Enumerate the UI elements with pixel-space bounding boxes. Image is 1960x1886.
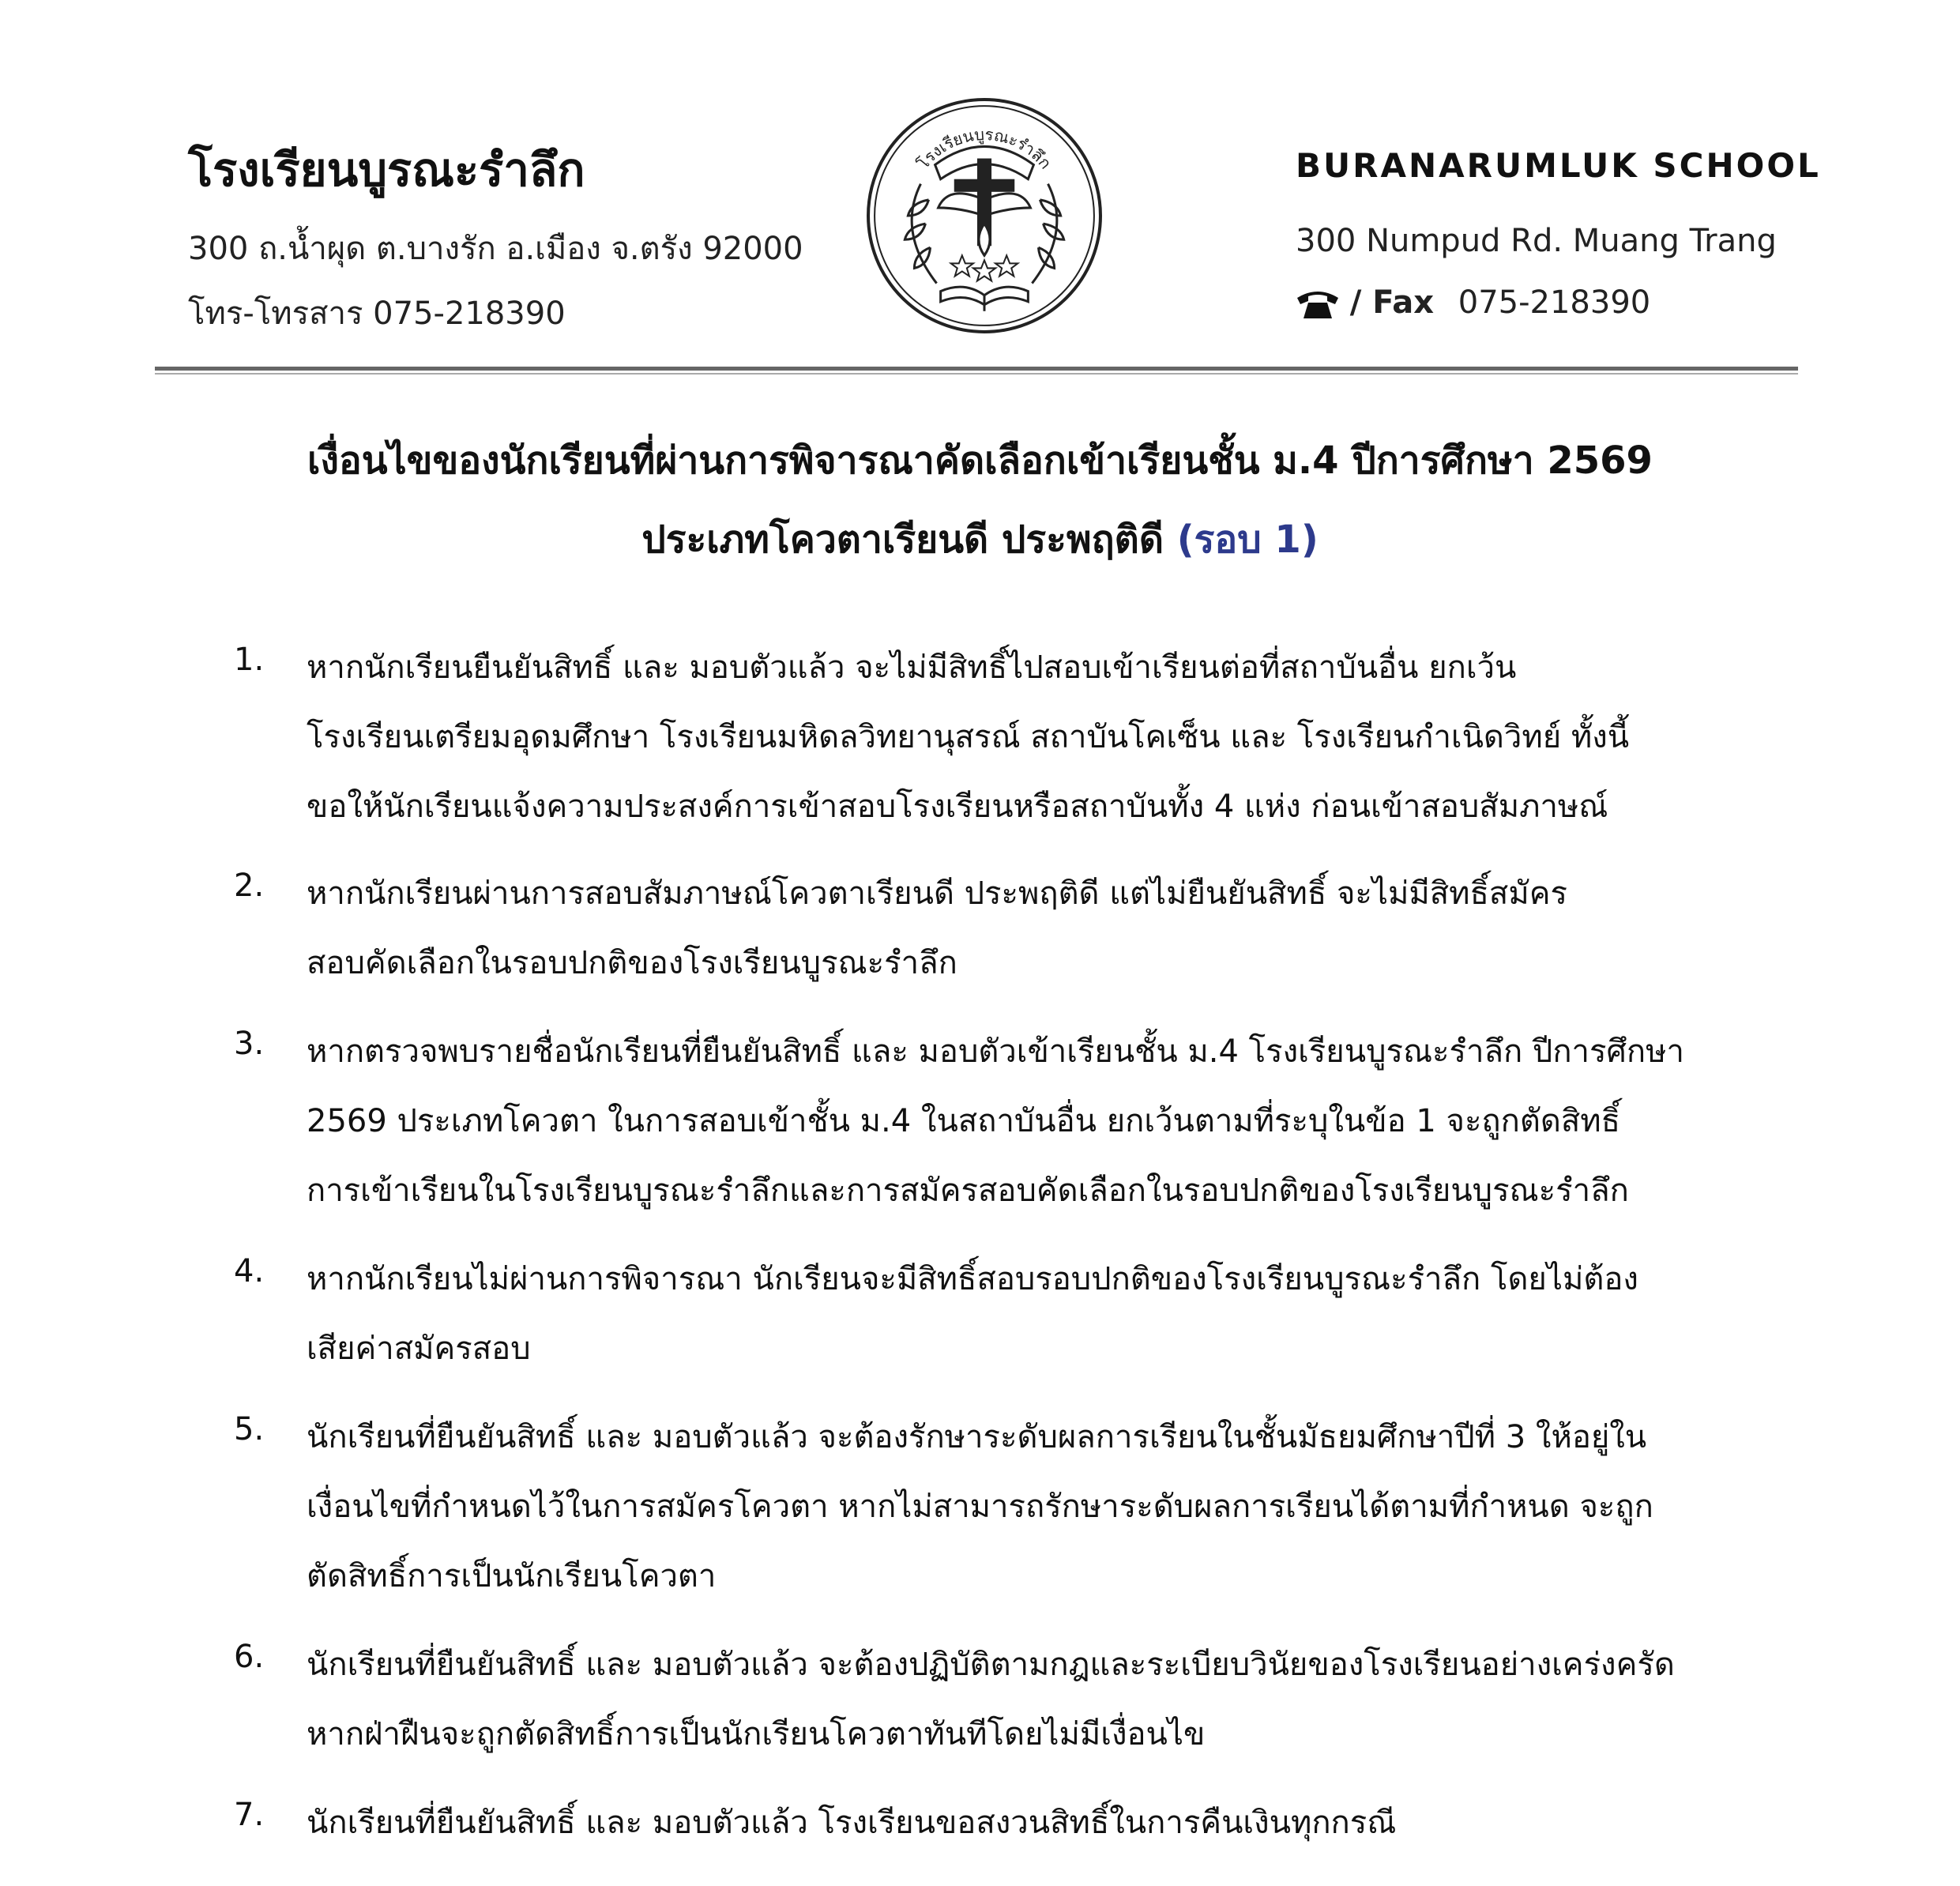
list-item-line: หากตรวจพบรายชื่อนักเรียนที่ยืนยันสิทธิ์ และ มอบตัวเข้าเรียนชั้น ม.4 โรงเรียนบูรณะรำลึก ปีการศึกษา	[307, 1033, 1684, 1070]
list-item-line: การเข้าเรียนในโรงเรียนบูรณะรำลึกและการสมัครสอบคัดเลือกในรอบปกติของโรงเรียนบูรณะรำลึก	[307, 1173, 1629, 1209]
list-item-line: โรงเรียนเตรียมอุดมศึกษา โรงเรียนมหิดลวิทยานุสรณ์ สถาบันโคเซ็น และ โรงเรียนกำเนิดวิทย์ ทั้งนี้	[307, 719, 1630, 755]
list-item-number: 6.	[234, 1639, 265, 1675]
list-item-line: นักเรียนที่ยืนยันสิทธิ์ และ มอบตัวแล้ว โรงเรียนขอสงวนสิทธิ์ในการคืนเงินทุกกรณี	[307, 1805, 1397, 1841]
address-th: 300 ถ.น้ำผุด ต.บางรัก อ.เมือง จ.ตรัง 92000	[188, 231, 803, 267]
list-item-line: 2569 ประเภทโควตา ในการสอบเข้าชั้น ม.4 ในสถาบันอื่น ยกเว้นตามที่ระบุในข้อ 1 จะถูกตัดสิทธิ์	[307, 1103, 1621, 1139]
list-item-number: 7.	[234, 1797, 265, 1833]
telephone-icon	[1296, 287, 1340, 322]
list-item-number: 1.	[234, 642, 265, 678]
document-subtitle	[0, 510, 1960, 570]
list-item-line: สอบคัดเลือกในรอบปกติของโรงเรียนบูรณะรำลึก	[307, 945, 957, 981]
school-seal-logo	[865, 96, 1104, 335]
document-title: เงื่อนไขของนักเรียนที่ผ่านการพิจารณาคัดเลือกเข้าเรียนชั้น ม.4 ปีการศึกษา 2569	[307, 439, 1653, 483]
list-item-line: หากนักเรียนยืนยันสิทธิ์ และ มอบตัวแล้ว จะไม่มีสิทธิ์ไปสอบเข้าเรียนต่อที่สถาบันอื่น ยกเว้น	[307, 649, 1517, 686]
list-item-number: 4.	[234, 1253, 265, 1289]
list-item-line: นักเรียนที่ยืนยันสิทธิ์ และ มอบตัวแล้ว จะต้องรักษาระดับผลการเรียนในชั้นมัธยมศึกษาปีที่ 3 ให้อยู่ใน	[307, 1419, 1647, 1455]
list-item-number: 5.	[234, 1411, 265, 1447]
fax-number: 075-218390	[1458, 284, 1651, 321]
address-en: 300 Numpud Rd. Muang Trang	[1296, 223, 1777, 259]
school-name-en: BURANARUMLUK SCHOOL	[1296, 146, 1821, 185]
list-item-number: 3.	[234, 1026, 265, 1062]
seal-text: โรงเรียนบูรณะรำลึก	[913, 125, 1055, 173]
phone-th: โทร-โทรสาร 075-218390	[188, 296, 566, 332]
fax-label: / Fax	[1349, 284, 1435, 321]
subtitle-main: ประเภทโควตาเรียนดี ประพฤติดี	[641, 518, 1177, 562]
list-item-line: หากนักเรียนผ่านการสอบสัมภาษณ์โควตาเรียนดี ประพฤติดี แต่ไม่ยืนยันสิทธิ์ จะไม่มีสิทธิ์สมัคร	[307, 875, 1567, 912]
fax-line	[1296, 284, 1650, 322]
subtitle-round: (รอบ 1)	[1176, 518, 1319, 562]
list-item-line: นักเรียนที่ยืนยันสิทธิ์ และ มอบตัวแล้ว จะต้องปฏิบัติตามกฎและระเบียบวินัยของโรงเรียนอย่างเคร่งครัด	[307, 1647, 1675, 1683]
list-item-line: หากนักเรียนไม่ผ่านการพิจารณา นักเรียนจะมีสิทธิ์สอบรอบปกติของโรงเรียนบูรณะรำลึก โดยไม่ต้อง	[307, 1261, 1638, 1297]
school-name-th: โรงเรียนบูรณะรำลึก	[188, 143, 585, 197]
list-item-line: หากฝ่าฝืนจะถูกตัดสิทธิ์การเป็นนักเรียนโควตาทันทีโดยไม่มีเงื่อนไข	[307, 1716, 1206, 1752]
list-item-number: 2.	[234, 868, 265, 904]
header-divider-shadow	[155, 373, 1798, 375]
list-item-line: เสียค่าสมัครสอบ	[307, 1331, 531, 1367]
list-item-line: ตัดสิทธิ์การเป็นนักเรียนโควตา	[307, 1558, 717, 1594]
header-divider	[155, 367, 1798, 371]
list-item-line: เงื่อนไขที่กำหนดไว้ในการสมัครโควตา หากไม่สามารถรักษาระดับผลการเรียนได้ตามที่กำหนด จะถูก	[307, 1489, 1653, 1525]
list-item-line: ขอให้นักเรียนแจ้งความประสงค์การเข้าสอบโรงเรียนหรือสถาบันทั้ง 4 แห่ง ก่อนเข้าสอบสัมภาษณ์	[307, 789, 1608, 825]
